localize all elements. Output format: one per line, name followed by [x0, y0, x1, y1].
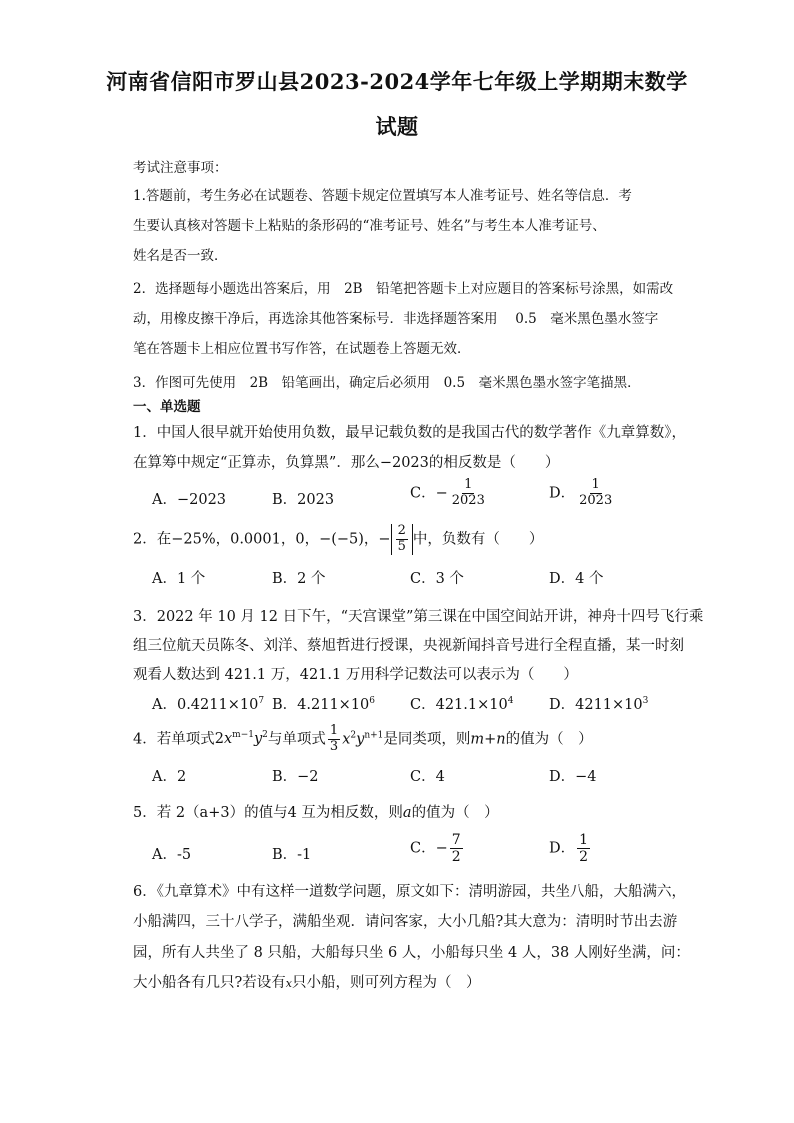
q3-option-b [272, 693, 375, 714]
q3-option-d-base: D．4211×10 [549, 697, 643, 713]
q3-option-b-exponent: 6 [369, 696, 376, 706]
exam-title-line-1: 河南省信阳市罗山县2023-2024学年七年级上学期期末数学 [106, 69, 688, 94]
question-4-middle: 与单项式 [267, 731, 326, 748]
question-5-prefix: 5．若 2（a+3）的值与4 互为相反数，则 [133, 805, 403, 821]
q2-option-a: A．1 个 [152, 571, 206, 587]
notice-line-3: 姓名是否一致． [133, 248, 228, 264]
q4-option-b: B．−2 [272, 769, 319, 785]
question-4-expression: m+n [470, 731, 506, 748]
fraction-numerator: 1 [579, 832, 589, 848]
monomial-2-coefficient [328, 724, 340, 755]
q2-option-d: D．4 个 [549, 571, 604, 587]
q1-option-d-fraction [577, 478, 614, 509]
q5-option-d-fraction [577, 832, 590, 865]
question-6-line-4-prefix: 大小船各有几只?若设有 [133, 975, 286, 991]
question-3-line-2: 组三位航天员陈冬、刘洋、蔡旭哲进行授课，央视新闻抖音号进行全程直播，某一时刻 [133, 638, 684, 654]
q3-option-c [410, 693, 513, 714]
q5-option-d [549, 832, 592, 865]
monomial-1-x-exponent: m−1 [232, 730, 254, 741]
notice-heading: 考试注意事项： [133, 160, 228, 176]
q1-option-d [549, 478, 616, 509]
q3-option-c-exponent: 4 [507, 696, 514, 706]
fraction-denominator: 2023 [451, 492, 485, 508]
q5-option-c-fraction [450, 832, 463, 865]
monomial-1-x: x [223, 731, 233, 748]
q3-option-a-exponent: 7 [258, 696, 265, 706]
question-4-prefix: 4．若单项式 [133, 731, 215, 748]
question-6-line-4 [133, 971, 481, 992]
q5-option-c [410, 832, 465, 865]
q1-option-c-prefix: C．− [410, 485, 448, 502]
question-5-suffix: 的值为（ ） [411, 805, 499, 821]
q5-option-c-prefix: C．− [410, 840, 448, 857]
monomial-1-y: y [253, 731, 263, 748]
question-6-line-2: 小船满四，三十八学子，满船坐观．请问客家，大小几船?其大意为：清明时节出去游 [133, 914, 678, 930]
q5-option-d-prefix: D． [549, 840, 576, 857]
question-6-line-1: 6．《九章算术》中有这样一道数学问题，原文如下：清明游园，共坐八船，大船满六， [133, 884, 686, 900]
notice-line-2: 生要认真核对答题卡上粘贴的条形码的“准考证号、姓名”与考生本人准考证号、 [133, 218, 606, 234]
question-3-line-3: 观看人数达到 421.1 万，421.1 万用科学记数法可以表示为（ ） [133, 667, 578, 683]
monomial-1 [215, 731, 268, 747]
q3-option-a [152, 693, 264, 714]
q4-option-a: A．2 [152, 769, 187, 785]
question-2-suffix: 中，负数有（ ） [412, 531, 544, 548]
monomial-2-x: x [342, 731, 351, 748]
question-6-line-4-suffix: 只小船，则可列方程为（ ） [292, 975, 481, 991]
q2-option-c: C．3 个 [410, 571, 464, 587]
q4-option-c: C．4 [410, 769, 445, 785]
notice-line-5: 动，用橡皮擦干净后，再选涂其他答案标号．非选择题答案用 0.5 毫米黑色墨水签字 [133, 311, 659, 327]
fraction-numerator: 1 [464, 477, 473, 492]
monomial-2-y-exponent: n+1 [364, 730, 384, 741]
q4-option-d: D．−4 [549, 769, 597, 785]
notice-line-7: 3．作图可先使用 2B 铅笔画出，确定后必须用 0.5 毫米黑色墨水签字笔描黑． [133, 375, 641, 391]
monomial-1-y-exponent: 2 [262, 730, 268, 741]
fraction-numerator: 1 [329, 723, 339, 738]
question-4-suffix-1: 是同类项，则 [383, 731, 471, 748]
monomial-2-y: y [356, 731, 365, 748]
notice-line-1: 1.答题前，考生务必在试题卷、答题卡规定位置填写本人准考证号、姓名等信息．考 [133, 188, 632, 204]
fraction-denominator: 2 [451, 849, 461, 866]
q5-option-a: A．-5 [152, 847, 192, 863]
q2-option-b: B．2 个 [272, 571, 326, 587]
question-6-variable: x [285, 977, 292, 990]
q3-option-a-base: A．0.4211×10 [152, 697, 259, 713]
q3-option-b-base: B．4.211×10 [272, 697, 370, 713]
question-5-variable: a [402, 805, 412, 821]
monomial-2-x-exponent: 2 [350, 730, 357, 741]
fraction-denominator: 2 [579, 849, 589, 866]
monomial-1-coefficient: 2 [214, 731, 224, 748]
notice-line-4: 2．选择题每小题选出答案后，用 2B 铅笔把答题卡上对应题目的答案标号涂黑，如需改 [133, 281, 674, 297]
absolute-value-bars [391, 524, 413, 555]
q3-option-c-base: C．421.1×10 [410, 697, 508, 713]
q1-option-b: B．2023 [272, 492, 335, 508]
q1-option-c [410, 478, 489, 509]
fraction-numerator: 2 [397, 523, 406, 538]
q1-option-c-fraction [450, 478, 487, 509]
q2-fraction [396, 524, 408, 555]
q3-option-d-exponent: 3 [642, 696, 649, 706]
question-4-suffix-2: 的值为（ ） [505, 731, 593, 748]
q5-option-b: B．-1 [272, 847, 312, 863]
notice-line-6: 笔在答题卡上相应位置书写作答，在试题卷上答题无效． [133, 341, 471, 357]
q1-option-a: A．−2023 [152, 492, 227, 508]
fraction-numerator: 7 [451, 832, 461, 848]
fraction-denominator: 2023 [579, 492, 613, 508]
fraction-numerator: 1 [591, 477, 600, 492]
q3-option-d [549, 693, 648, 714]
question-2-prefix: 2．在−25%，0.0001，0，−(−5)，− [133, 531, 391, 548]
question-1-line-1: 1．中国人很早就开始使用负数，最早记载负数的是我国古代的数学著作《九章算数》， [133, 425, 686, 441]
question-3-line-1: 3．2022 年 10 月 12 日下午，“天宫课堂”第三课在中国空间站开讲，神舟十四号飞行乘 [133, 609, 704, 625]
q1-option-d-prefix: D． [549, 485, 576, 502]
question-2 [133, 524, 543, 555]
fraction-denominator: 5 [397, 538, 406, 554]
question-4 [133, 724, 593, 755]
question-5 [133, 801, 499, 822]
question-6-line-3: 园，所有人共坐了 8 只船，大船每只坐 6 人，小船每只坐 4 人，38 人刚好坐满，问： [133, 945, 690, 961]
section-heading-single-choice: 一、单选题 [133, 399, 201, 415]
question-1-line-2: 在算筹中规定“正算赤，负算黑”．那么−2023的相反数是（ ） [133, 455, 560, 471]
exam-title-line-2: 试题 [375, 114, 419, 139]
fraction-denominator: 3 [329, 738, 339, 754]
